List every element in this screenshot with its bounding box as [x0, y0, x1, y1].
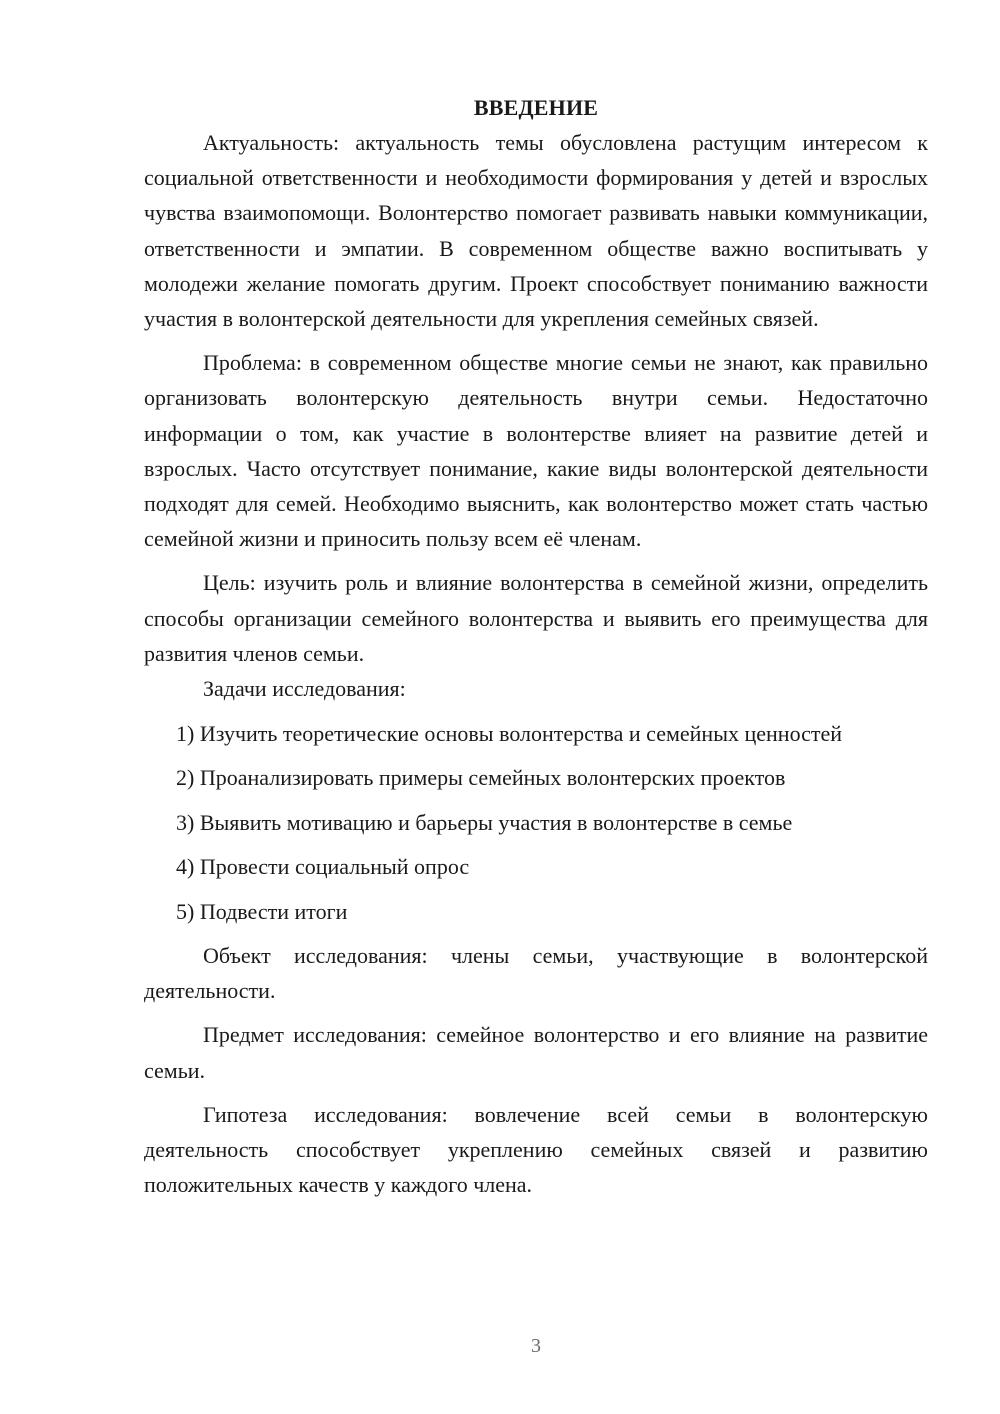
- subject-paragraph: Предмет исследования: семейное волонтерство и его влияние на развитие семьи.: [144, 1022, 928, 1083]
- list-item: 1) Изучить теоретические основы волонтерства и семейных ценностей: [176, 720, 843, 746]
- problem-paragraph: Проблема: в современном обществе многие семьи не знают, как правильно организовать волонтерскую деятельность внутри семьи. Недостаточно информации о том, как участие в волонтерстве влияет на развитие детей и взрослых. Часто отсутствует понимание, какие виды волонтерской деятельности подходят для семей. Необходимо выяснить, как волонтерство может стать частью семейной жизни и приносить пользу всем её членам.: [144, 350, 928, 552]
- list-item: 2) Проанализировать примеры семейных волонтерских проектов: [176, 765, 786, 791]
- page-number: 3: [531, 1335, 541, 1357]
- list-item: 5) Подвести итоги: [176, 899, 348, 925]
- list-item: 4) Провести социальный опрос: [176, 854, 470, 880]
- tasks-list: [144, 716, 928, 929]
- list-item: 3) Выявить мотивацию и барьеры участия в волонтерстве в семье: [176, 809, 793, 835]
- hypothesis-paragraph: Гипотеза исследования: вовлечение всей семьи в волонтерскую деятельность способствует укреплению семейных связей и развитию положительных качеств у каждого члена.: [144, 1101, 928, 1198]
- object-paragraph: Объект исследования: члены семьи, участвующие в волонтерской деятельности.: [144, 943, 928, 1004]
- document-page: [144, 90, 928, 1202]
- relevance-paragraph: Актуальность: актуальность темы обусловлена растущим интересом к социальной ответственности и необходимости формирования у детей и взрослых чувства взаимопомощи. Волонтерство помогает развивать навыки коммуникации, ответственности и эмпатии. В современном обществе важно воспитывать у молодежи желание помогать другим. Проект способствует пониманию важности участия в волонтерской деятельности для укрепления семейных связей.: [144, 130, 928, 332]
- goal-paragraph: Цель: изучить роль и влияние волонтерства в семейной жизни, определить способы организации семейного волонтерства и выявить его преимущества для развития членов семьи.: [144, 570, 928, 666]
- tasks-title: Задачи исследования:: [203, 676, 406, 702]
- page-title: ВВЕДЕНИЕ: [473, 95, 599, 120]
